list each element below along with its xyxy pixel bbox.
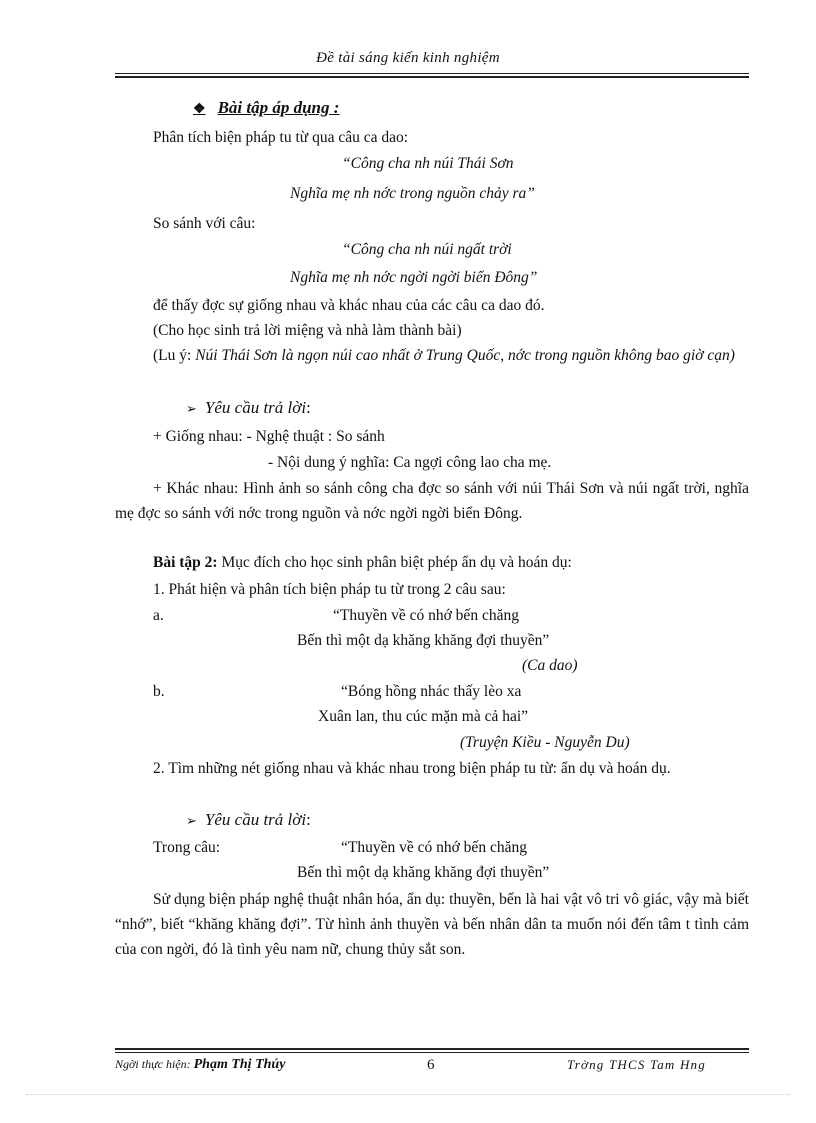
exercise-2-line [153, 553, 572, 573]
exercise-2-title: Bài tập 2: [153, 554, 218, 571]
poem-source: (Truyện Kiều - Nguyễn Du) [460, 734, 630, 751]
exercise-2-purpose: Mục đích cho học sinh phân biệt phép ẩn dụ và hoán dụ: [217, 554, 572, 571]
four-diamonds-icon: ❖ [193, 102, 206, 117]
arrow-bullet-icon: ➢ [186, 813, 197, 828]
question-2: 2. Tìm những nét giống nhau và khác nhau trong biện pháp tu từ: ẩn dụ và hoán dụ. [153, 760, 671, 777]
author-name: Phạm Thị Thúy [193, 1057, 286, 1072]
content-line: - Nội dung ý nghĩa: Ca ngợi công lao cha mẹ. [268, 454, 552, 471]
poem-line: Nghĩa mẹ nh nớc ngời ngời biển Đông” [290, 269, 538, 286]
poem-source: (Ca dao) [522, 657, 578, 674]
question-1: 1. Phát hiện và phân tích biện pháp tu từ trong 2 câu sau: [153, 581, 506, 598]
section-title: ❖ Bài tập áp dụng : [193, 98, 340, 117]
footer-rule-thick [115, 1048, 749, 1050]
footer-rule [115, 1052, 749, 1053]
same-line: + Giống nhau: - Nghệ thuật : So sánh [153, 428, 385, 445]
poem-line: Bến thì một dạ khăng khăng đợi thuyền” [297, 632, 550, 649]
header-rule-thick [115, 76, 749, 78]
page-header-title: Đề tài sáng kiến kinh nghiệm [316, 50, 500, 66]
task-line: để thấy đợc sự giống nhau và khác nhau của các câu ca dao đó. [153, 297, 545, 314]
poem-line: “Công cha nh núi ngất trời [342, 241, 512, 258]
header-rule [115, 73, 749, 74]
item-b-label: b. [153, 683, 165, 700]
poem-line: Bến thì một dạ khăng khăng đợi thuyền” [297, 864, 550, 881]
explanation-paragraph: Sử dụng biện pháp nghệ thuật nhân hóa, ẩn dụ: thuyền, bến là hai vật vô tri vô giác, vậy mà biết “nhớ”, biết “khăng khăng đợi”. Từ hình ảnh thuyền và bến nhân dân ta muốn nói đến tâm t tình cảm của con ngời, đó là tình yêu nam nữ, chung thủy sắt son. [115, 891, 749, 958]
poem-line: Xuân lan, thu cúc mặn mà cả hai” [318, 708, 529, 725]
footer-school: Trờng THCS Tam Hng [567, 1057, 706, 1072]
difference-paragraph: + Khác nhau: Hình ảnh so sánh công cha đợc so sánh với núi Thái Sơn và núi ngất trời, nghĩa mẹ đợc so sánh với nớc trong nguồn và nớc ngời ngời biển Đông. [115, 480, 749, 522]
poem-line: “Thuyền về có nhớ bến chăng [333, 607, 519, 624]
answer-heading: ➢ Yêu cầu trả lời: [186, 810, 311, 829]
footer-author: Ngời thực hiện: Phạm Thị Thúy [115, 1057, 286, 1072]
remark-text: Núi Thái Sơn là ngọn núi cao nhất ở Trung Quốc, nớc trong nguồn không bao giờ cạn) [195, 347, 735, 364]
page-number: 6 [427, 1057, 435, 1073]
arrow-bullet-icon: ➢ [186, 401, 197, 416]
in-sentence-label: Trong câu: [153, 839, 221, 856]
remark-label: (Lu ý: [153, 347, 196, 364]
poem-line: “Bóng hồng nhác thấy lèo xa [341, 683, 522, 700]
exercise-intro: Phân tích biện pháp tu từ qua câu ca dao: [153, 129, 409, 146]
compare-label: So sánh với câu: [153, 215, 256, 232]
poem-line: “Công cha nh núi Thái Sơn [342, 155, 514, 172]
item-a-label: a. [153, 607, 164, 624]
poem-line: “Thuyền về có nhớ bến chăng [341, 839, 527, 856]
remark-paragraph [115, 343, 749, 368]
note-line: (Cho học sinh trả lời miệng và nhà làm thành bài) [153, 322, 462, 339]
poem-line: Nghĩa mẹ nh nớc trong nguồn chảy ra” [290, 185, 535, 202]
answer-heading: ➢ Yêu cầu trả lời: [186, 398, 311, 417]
page-bottom-divider [26, 1094, 790, 1095]
